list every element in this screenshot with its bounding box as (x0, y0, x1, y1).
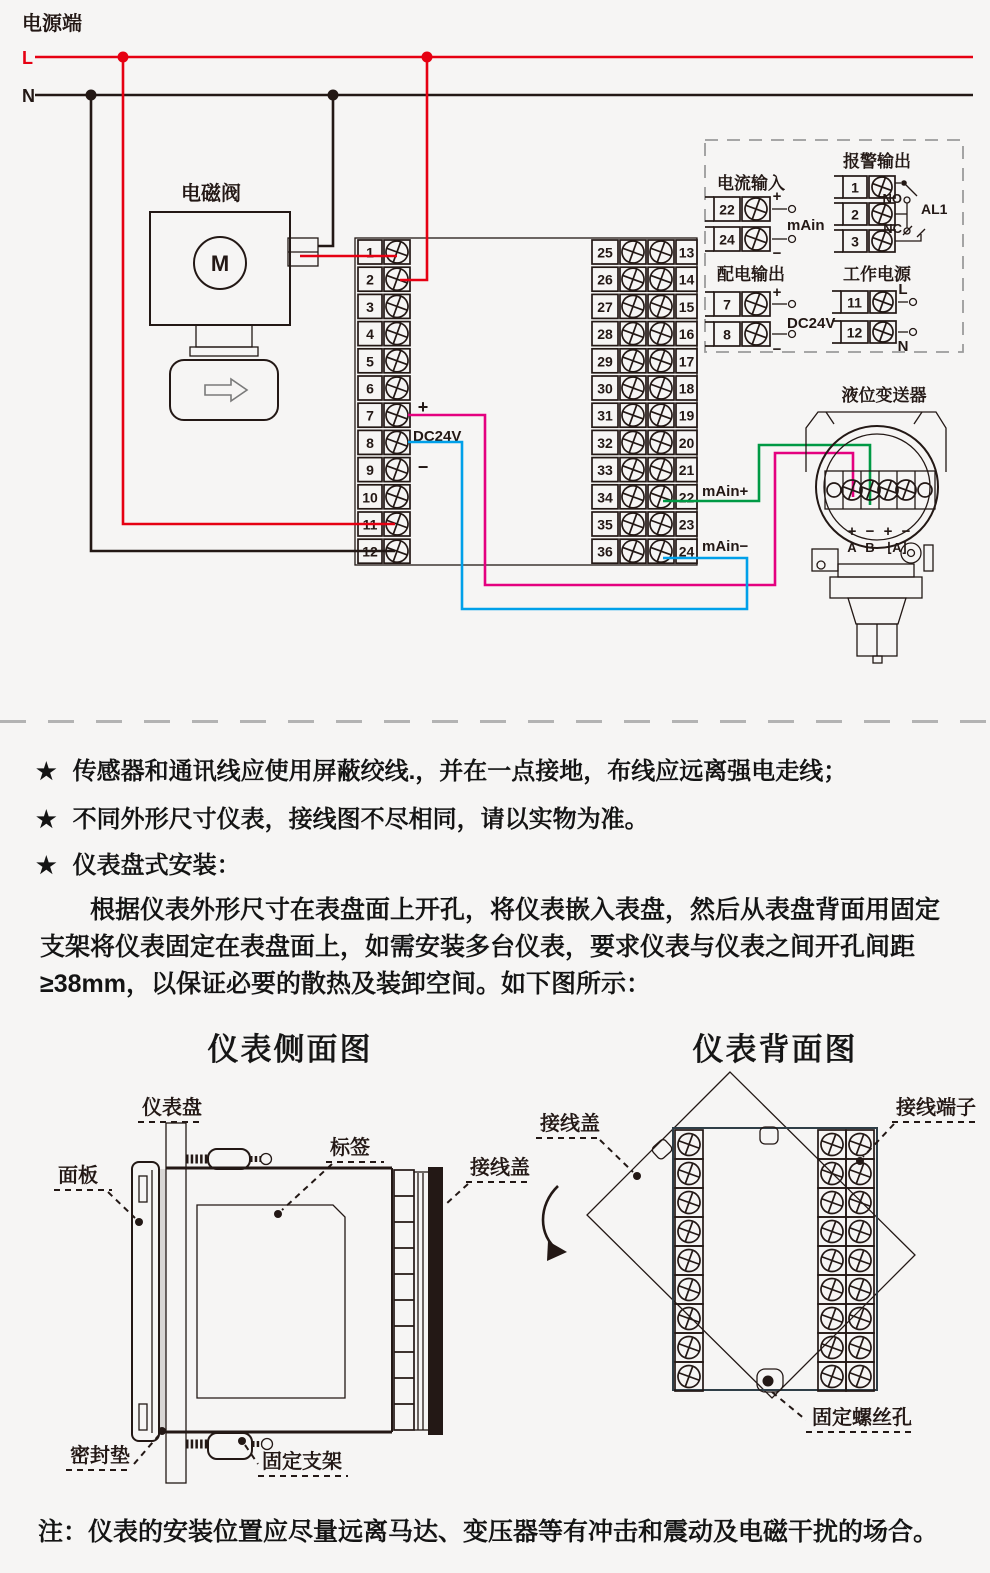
power-section-label: 电源端 (22, 13, 82, 35)
line-n-label: N (22, 86, 35, 106)
rotation-arrowhead (547, 1241, 567, 1261)
svg-text:23: 23 (678, 516, 695, 533)
alarm-no-label: NO (882, 191, 902, 206)
svg-text:31: 31 (597, 407, 613, 424)
note-item (36, 845, 974, 880)
svg-text:6: 6 (366, 380, 374, 397)
power-output-minus: − (772, 341, 782, 358)
dc24v-plus: + (417, 397, 429, 417)
svg-text:1: 1 (366, 244, 374, 261)
power-output-terminals (705, 290, 770, 348)
svg-text:2: 2 (366, 271, 374, 288)
svg-text:25: 25 (597, 244, 613, 261)
alarm-al1-label: AL1 (921, 201, 948, 217)
motor-m-label: M (210, 251, 230, 276)
svg-text:5: 5 (366, 353, 374, 370)
svg-text:22: 22 (719, 201, 735, 218)
svg-text:32: 32 (597, 434, 613, 451)
svg-text:9: 9 (366, 462, 374, 479)
side-terminal-column (394, 1170, 414, 1430)
panel-label: 仪表盘 (142, 1097, 202, 1119)
svg-text:3: 3 (851, 233, 859, 250)
bracket-label: 固定支架 (262, 1451, 342, 1473)
dc24v-label: DC24V (413, 428, 462, 445)
main-plus-label: mAin+ (702, 483, 749, 500)
current-input-terminals (705, 195, 770, 253)
svg-text:11: 11 (362, 516, 378, 533)
svg-text:16: 16 (678, 326, 695, 343)
svg-text:12: 12 (846, 324, 863, 341)
svg-text:29: 29 (597, 353, 613, 370)
fixing-screw-hole (757, 1369, 783, 1392)
svg-text:7: 7 (723, 296, 731, 313)
line-l-label: L (22, 48, 33, 68)
svg-text:1: 1 (851, 179, 859, 196)
io-dashed-box (705, 140, 963, 358)
level-transmitter (806, 385, 946, 663)
main-label: mAin (787, 217, 825, 234)
wiring-cover-side (428, 1167, 443, 1435)
dc24v-minus: − (417, 457, 429, 477)
solenoid-valve (150, 181, 318, 420)
wire-l-to-t11 (123, 57, 395, 524)
wiring-diagram (0, 0, 990, 725)
rotation-arrow (543, 1186, 558, 1250)
back-terminal-columns (675, 1130, 874, 1391)
power-output-plus: + (772, 284, 782, 301)
svg-text:22: 22 (678, 489, 695, 506)
tag-label: 标签 (330, 1137, 370, 1159)
star-bullet-icon: ★ (36, 758, 57, 784)
alarm-switch-blade (904, 183, 917, 196)
terminals-label: 接线端子 (896, 1097, 976, 1119)
star-bullet-icon: ★ (36, 852, 57, 878)
svg-text:27: 27 (597, 298, 613, 315)
back-view-figure (530, 1060, 990, 1500)
top-tab (760, 1127, 778, 1144)
wire-n-to-solenoid (318, 95, 333, 246)
front-panel-label: 面板 (58, 1165, 98, 1187)
svg-text:30: 30 (597, 380, 613, 397)
svg-text:11: 11 (847, 294, 862, 311)
power-output-title: 配电输出 (717, 265, 785, 284)
transmitter-sign: + (883, 523, 893, 540)
transmitter-terminal-name: ⌊A⌋ (887, 540, 907, 555)
screw-hole-label: 固定螺丝孔 (812, 1407, 912, 1429)
svg-text:19: 19 (678, 407, 695, 424)
panel-wall (166, 1123, 186, 1483)
side-view-title: 仪表侧面图 (207, 1032, 373, 1067)
svg-text:28: 28 (597, 326, 613, 343)
transmitter-title: 液位变送器 (841, 386, 927, 405)
work-power-l: L (898, 281, 908, 298)
power-output-dc24v: DC24V (787, 315, 836, 332)
svg-text:24: 24 (719, 231, 735, 248)
svg-text:24: 24 (678, 543, 695, 560)
svg-text:26: 26 (597, 271, 613, 288)
svg-text:15: 15 (678, 298, 695, 315)
current-input-plus: + (772, 188, 782, 205)
gasket-label: 密封垫 (70, 1445, 130, 1467)
transmitter-sign: + (847, 523, 857, 540)
footer-note: 注：仪表的安装位置应尽量远离马达、变压器等有冲击和震动及电磁干扰的场合。 (38, 1518, 939, 1546)
flow-arrow-icon (205, 379, 247, 401)
work-power-title: 工作电源 (843, 265, 911, 284)
svg-text:20: 20 (678, 434, 695, 451)
svg-text:12: 12 (362, 543, 378, 560)
installation-paragraph: 根据仪表外形尺寸在表盘面上开孔，将仪表嵌入表盘，然后从表盘背面用固定支架将仪表固定在表盘面上，如需安装多台仪表，要求仪表与仪表之间开孔间距≥38mm，以保证必要的散热及装卸空间。如下图所示： (40, 896, 941, 998)
svg-text:3: 3 (366, 298, 374, 315)
transmitter-terminal-name: A (847, 540, 857, 555)
wire-n-to-t12 (91, 95, 395, 551)
label-area (197, 1205, 345, 1398)
svg-text:14: 14 (678, 271, 695, 288)
current-input-title: 电流输入 (717, 174, 785, 193)
side-view-figure (20, 1080, 540, 1490)
main-minus-label: mAin− (702, 538, 749, 555)
svg-text:34: 34 (597, 489, 613, 506)
svg-text:8: 8 (366, 434, 374, 451)
note-text: 仪表盘式安装： (72, 852, 241, 879)
svg-text:21: 21 (678, 462, 695, 479)
svg-text:8: 8 (723, 326, 731, 343)
top-fixing-bracket (186, 1149, 272, 1169)
middle-terminal-block (592, 238, 697, 565)
svg-text:7: 7 (366, 407, 374, 424)
note-text: 传感器和通讯线应使用屏蔽绞线.，并在一点接地，布线应远离强电走线； (72, 758, 848, 785)
note-item (36, 751, 974, 786)
star-bullet-icon: ★ (36, 806, 57, 832)
svg-text:18: 18 (678, 380, 695, 397)
alarm-output-terminals (834, 174, 895, 254)
svg-text:36: 36 (597, 543, 613, 560)
transmitter-sign: − (865, 523, 875, 540)
transmitter-terminal-name: B (865, 540, 875, 555)
svg-text:2: 2 (851, 206, 859, 223)
cover-label-back: 接线盖 (540, 1113, 600, 1135)
alarm-nc-label: NC (883, 221, 902, 236)
cover-label-side: 接线盖 (470, 1157, 530, 1179)
svg-text:17: 17 (678, 353, 695, 370)
left-terminal-block (358, 238, 411, 565)
work-power-terminals (832, 289, 896, 345)
wire-l-to-t2 (400, 57, 427, 280)
svg-text:35: 35 (597, 516, 613, 533)
section-divider (0, 720, 990, 723)
svg-text:4: 4 (366, 326, 374, 343)
cover-tab (651, 1138, 674, 1161)
svg-text:13: 13 (678, 244, 695, 261)
transmitter-sign: − (901, 523, 911, 540)
back-view-title: 仪表背面图 (692, 1032, 858, 1067)
current-input-minus: − (772, 245, 782, 262)
note-item (36, 799, 974, 834)
solenoid-label: 电磁阀 (181, 183, 241, 205)
front-bezel (132, 1162, 159, 1441)
svg-text:33: 33 (597, 462, 613, 479)
svg-text:10: 10 (362, 489, 378, 506)
alarm-output-title: 报警输出 (843, 152, 911, 171)
work-power-n: N (897, 338, 909, 355)
instrument-case-side (166, 1167, 443, 1435)
bottom-fixing-bracket (186, 1433, 273, 1459)
note-text: 不同外形尺寸仪表，接线图不尽相同，请以实物为准。 (72, 806, 649, 833)
